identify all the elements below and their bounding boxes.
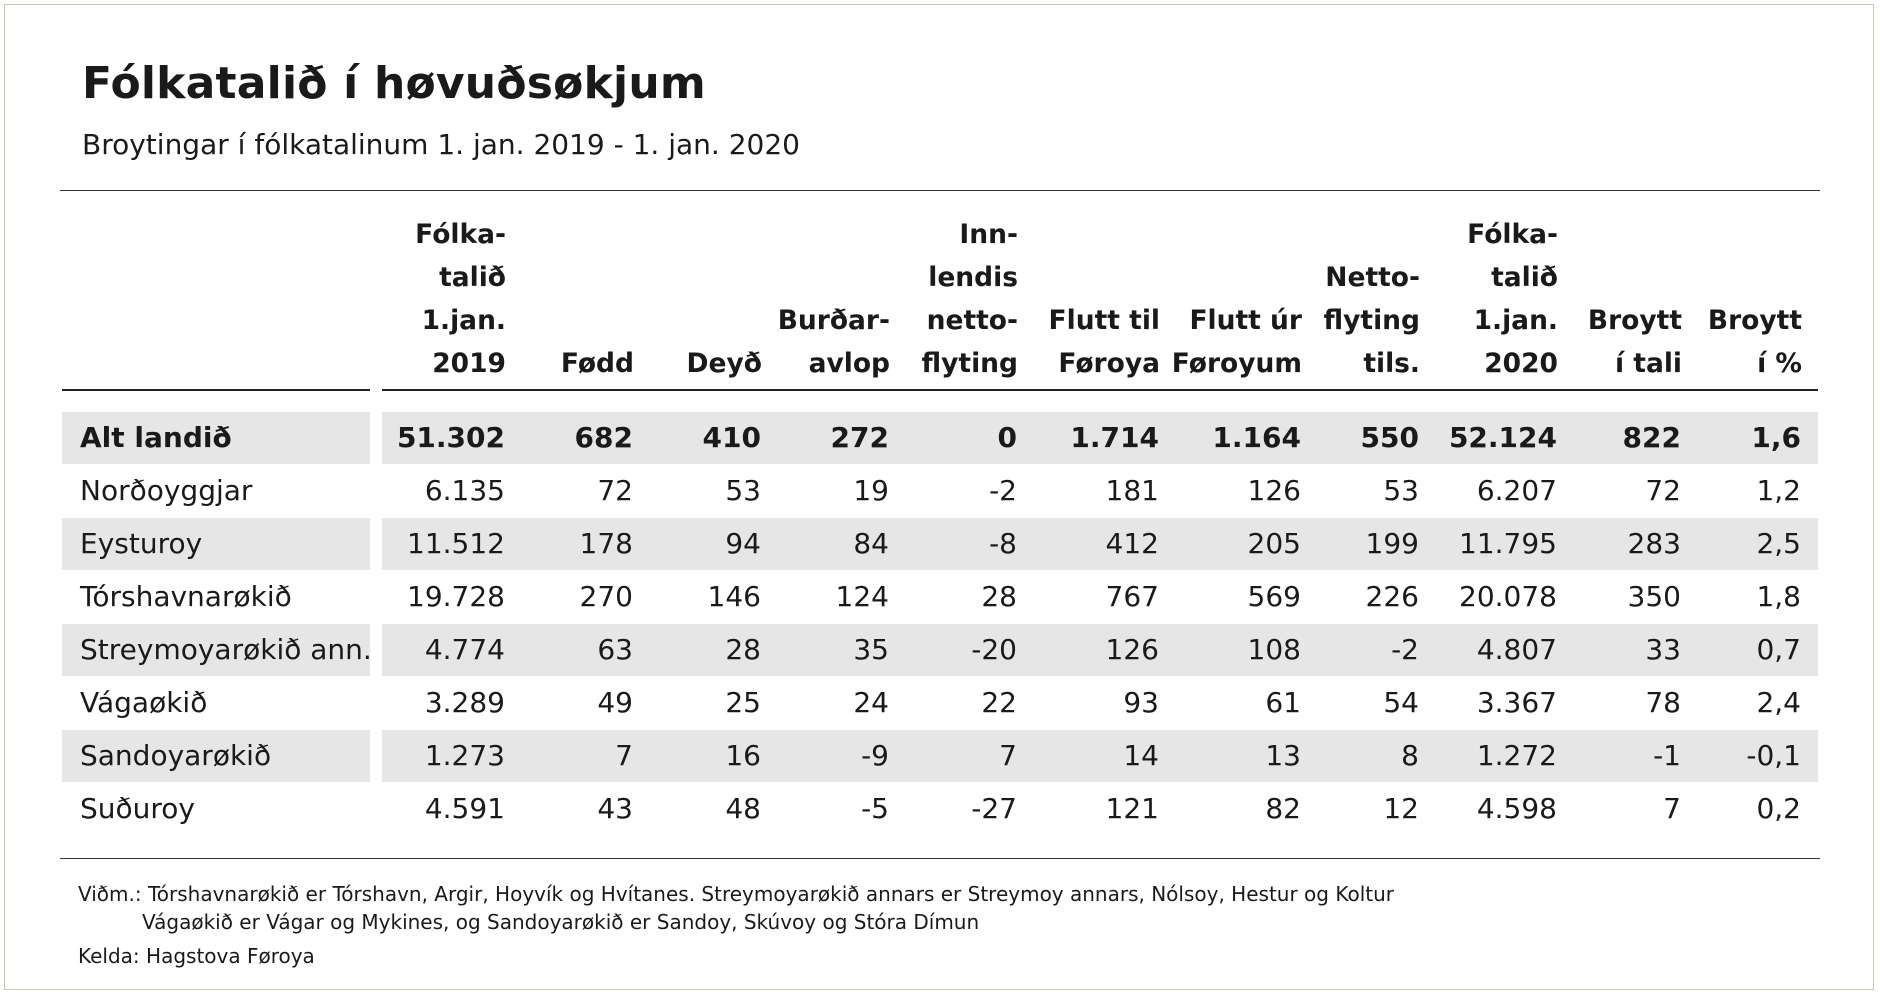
table-cell: 0,7 — [1756, 633, 1801, 666]
table-row — [0, 783, 1880, 835]
table-cell: 2,4 — [1756, 686, 1801, 719]
table-row — [0, 571, 1880, 623]
row-label: Tórshavnarøkið — [80, 580, 292, 613]
table-cell: 569 — [1247, 580, 1301, 613]
page-subtitle: Broytingar í fólkatalinum 1. jan. 2019 - 1. jan. 2020 — [82, 128, 800, 161]
table-cell: 25 — [725, 686, 761, 719]
table-cell: 121 — [1105, 792, 1159, 825]
table-cell: 49 — [597, 686, 633, 719]
table-cell: 84 — [853, 527, 889, 560]
table-cell: 24 — [853, 686, 889, 719]
table-row — [0, 624, 1880, 676]
table-cell: 410 — [702, 421, 761, 454]
table-cell: 48 — [725, 792, 761, 825]
table-cell: 205 — [1247, 527, 1301, 560]
source-note: Kelda: Hagstova Føroya — [78, 944, 315, 968]
table-cell: -0,1 — [1746, 739, 1801, 772]
footnote-line-2: Vágaøkið er Vágar og Mykines, og Sandoyarøkið er Sandoy, Skúvoy og Stóra Dímun — [142, 910, 980, 934]
table-cell: 63 — [597, 633, 633, 666]
table-cell: 52.124 — [1448, 421, 1557, 454]
table-cell: 1.273 — [424, 739, 505, 772]
table-cell: 51.302 — [396, 421, 505, 454]
table-row — [0, 677, 1880, 729]
table-cell: -9 — [861, 739, 889, 772]
table-cell: 2,5 — [1756, 527, 1801, 560]
col-header-net-migration: Netto- flyting tils. — [1323, 262, 1420, 379]
table-cell: 20.078 — [1459, 580, 1557, 613]
table-cell: 33 — [1645, 633, 1681, 666]
table-cell: 126 — [1105, 633, 1159, 666]
col-header-born: Fødd — [560, 348, 634, 379]
table-cell: 11.795 — [1459, 527, 1557, 560]
table-cell: 7 — [1663, 792, 1681, 825]
table-cell: 178 — [579, 527, 633, 560]
col-header-internal-migration: Inn- lendis netto- flyting — [921, 219, 1018, 379]
col-header-natural-increase: Burðar- avlop — [777, 305, 890, 379]
table-cell: 6.135 — [424, 474, 505, 507]
col-header-moved-from: Flutt úr Føroyum — [1171, 305, 1302, 379]
table-cell: 682 — [574, 421, 633, 454]
table-cell: 126 — [1247, 474, 1301, 507]
table-cell: 28 — [725, 633, 761, 666]
table-cell: 108 — [1247, 633, 1301, 666]
table-cell: 1,8 — [1756, 580, 1801, 613]
table-cell: 35 — [853, 633, 889, 666]
table-row — [0, 730, 1880, 782]
table-row — [0, 518, 1880, 570]
table-cell: 1.164 — [1212, 421, 1301, 454]
col-header-change-count: Broytt í tali — [1587, 305, 1682, 379]
table-cell: 3.289 — [424, 686, 505, 719]
table-cell: 283 — [1627, 527, 1681, 560]
table-cell: 1.714 — [1070, 421, 1159, 454]
col-header-population-2020: Fólka- talið 1.jan. 2020 — [1467, 219, 1558, 379]
table-cell: 16 — [725, 739, 761, 772]
table-cell: 13 — [1265, 739, 1301, 772]
table-cell: 61 — [1265, 686, 1301, 719]
top-rule — [60, 190, 1820, 191]
table-cell: 4.598 — [1476, 792, 1557, 825]
row-label: Alt landið — [62, 412, 370, 464]
table-cell: 8 — [1401, 739, 1419, 772]
table-cell: 1.272 — [1476, 739, 1557, 772]
table-row — [0, 412, 1880, 464]
table-cell: -1 — [1653, 739, 1681, 772]
col-header-change-percent: Broytt í % — [1707, 305, 1802, 379]
table-cell: 1,2 — [1756, 474, 1801, 507]
col-header-population-2019: Fólka- talið 1.jan. 2019 — [415, 219, 506, 379]
bottom-rule — [60, 858, 1820, 859]
table-cell: 72 — [597, 474, 633, 507]
table-cell: 3.367 — [1476, 686, 1557, 719]
page-title: Fólkatalið í høvuðsøkjum — [82, 58, 706, 109]
table-cell: 22 — [981, 686, 1017, 719]
table-cell: -8 — [989, 527, 1017, 560]
table-cell: -2 — [989, 474, 1017, 507]
table-cell: 4.774 — [424, 633, 505, 666]
table-cell: 272 — [830, 421, 889, 454]
table-cell: 93 — [1123, 686, 1159, 719]
table-cell: 4.591 — [424, 792, 505, 825]
table-cell: -5 — [861, 792, 889, 825]
table-cell: 19.728 — [407, 580, 505, 613]
table-cell: 0 — [997, 421, 1017, 454]
footnote-line-1: Viðm.: Tórshavnarøkið er Tórshavn, Argir, Hoyvík og Hvítanes. Streymoyarøkið annars er Streymoy annars, Nólsoy, Hestur og Koltur — [78, 882, 1394, 906]
row-label: Vágaøkið — [80, 686, 208, 719]
table-cell: 7 — [615, 739, 633, 772]
table-cell: 0,2 — [1756, 792, 1801, 825]
table-cell: 14 — [1123, 739, 1159, 772]
table-cell: 53 — [1383, 474, 1419, 507]
table-cell: 124 — [835, 580, 889, 613]
table-cell: 11.512 — [407, 527, 505, 560]
footnote — [78, 880, 1394, 936]
table-cell: -20 — [971, 633, 1017, 666]
table-cell: 412 — [1105, 527, 1159, 560]
table-cell: 199 — [1365, 527, 1419, 560]
table-cell: 7 — [999, 739, 1017, 772]
row-label: Norðoyggjar — [80, 474, 253, 507]
table-cell: 72 — [1645, 474, 1681, 507]
col-header-moved-to: Flutt til Føroya — [1048, 305, 1160, 379]
table-cell: 6.207 — [1476, 474, 1557, 507]
table-cell: 82 — [1265, 792, 1301, 825]
row-label: Eysturoy — [62, 518, 370, 570]
table-cell: 94 — [725, 527, 761, 560]
table-cell: 822 — [1622, 421, 1681, 454]
table-row — [0, 465, 1880, 517]
table-cell: 270 — [579, 580, 633, 613]
table-cell: -27 — [971, 792, 1017, 825]
row-label: Streymoyarøkið ann. — [62, 624, 370, 676]
header-rule-left — [62, 389, 370, 391]
table-cell: 53 — [725, 474, 761, 507]
table-cell: 28 — [981, 580, 1017, 613]
table-cell: 43 — [597, 792, 633, 825]
table-cell: 78 — [1645, 686, 1681, 719]
row-label: Sandoyarøkið — [62, 730, 370, 782]
table-cell: 146 — [707, 580, 761, 613]
table-cell: 4.807 — [1476, 633, 1557, 666]
table-cell: 54 — [1383, 686, 1419, 719]
table-cell: 350 — [1627, 580, 1681, 613]
table-cell: -2 — [1391, 633, 1419, 666]
table-cell: 226 — [1365, 580, 1419, 613]
row-label: Suðuroy — [80, 792, 195, 825]
table-cell: 550 — [1360, 421, 1419, 454]
col-header-died: Deyð — [686, 348, 762, 379]
table-cell: 181 — [1105, 474, 1159, 507]
table-cell: 12 — [1383, 792, 1419, 825]
table-cell: 19 — [853, 474, 889, 507]
table-cell: 1,6 — [1751, 421, 1801, 454]
header-rule-right — [382, 389, 1818, 391]
table-cell: 767 — [1105, 580, 1159, 613]
